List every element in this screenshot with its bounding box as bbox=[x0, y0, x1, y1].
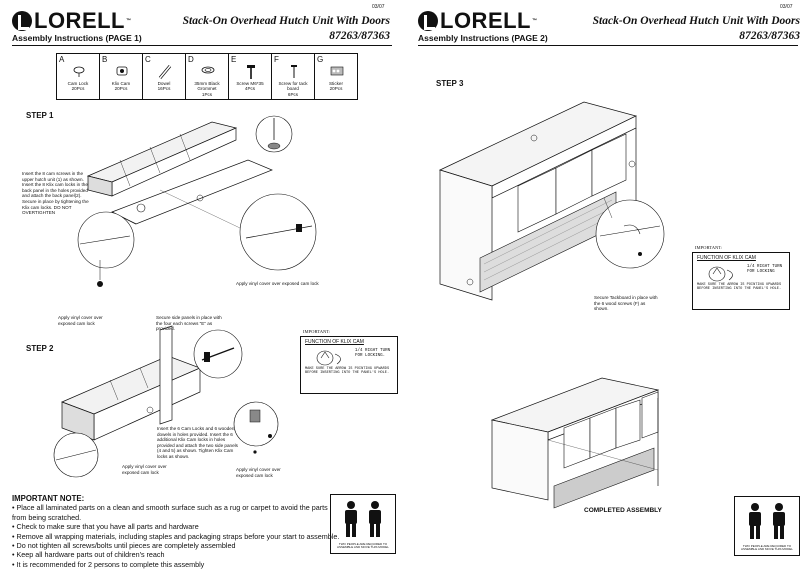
part-a: A Cam Lock 20Pcs bbox=[57, 54, 100, 99]
assembly-label: Assembly Instructions (PAGE 1) bbox=[12, 33, 142, 43]
klix-cam-diagram-icon bbox=[315, 348, 349, 368]
part-c: C Dowel 16Pcs bbox=[143, 54, 186, 99]
step-2-side-note: Secure side panels in place with the four each screws "E" as provided. bbox=[156, 315, 222, 332]
step-1-instruction: Insert the 8 cam screws in the upper hutch unit (1) as shown. Insert the 8 Klix cam locks in the back panel in the holes provided and attach the back panel(2). Secure in place by tightening the Klix cam locks. DO NOT OVERTIGHTEN bbox=[22, 171, 89, 216]
step-1-vinyl-note-right: Apply vinyl cover over exposed cam lock bbox=[236, 281, 319, 286]
step-2-vinyl-note-right: Apply vinyl cover over exposed cam lock bbox=[236, 467, 281, 478]
step-3-instruction: Secure Tackboard in place with the 6 wood screws (F) as shown. bbox=[594, 295, 658, 312]
assembly-label: Assembly Instructions (PAGE 2) bbox=[418, 33, 548, 43]
page-title: Stack-On Overhead Hutch Unit With Doors 87263/87363 bbox=[182, 15, 390, 42]
two-people-box: TWO PEOPLE ARE REQUIRED TO ASSEMBLE AND MOVE THIS MODEL bbox=[734, 496, 800, 556]
part-g: G Sticker 20Pcs bbox=[317, 55, 344, 92]
step-1-label: STEP 1 bbox=[26, 111, 54, 120]
completed-assembly-label: COMPLETED ASSEMBLY bbox=[584, 507, 662, 514]
part-f: F Screw for tack board 6Pcs bbox=[272, 54, 315, 99]
page-date: 03/07 bbox=[780, 4, 793, 10]
step-2-vinyl-note-mid: Apply vinyl cover over exposed cam lock bbox=[122, 464, 167, 475]
klix-cam-diagram-icon bbox=[707, 264, 741, 284]
page-2 bbox=[404, 0, 808, 571]
step-2-label: STEP 2 bbox=[26, 344, 54, 353]
step-2-instruction: Insert the 6 Cam Locks and 6 wooden dowels in holes provided. Insert the 6 additional Klix Cam locks in holes provided and attach the two side panels (4 and 5) as shown. Tighten Klix Cam locks as shown. bbox=[157, 426, 238, 459]
two-people-box: TWO PEOPLE ARE REQUIRED TO ASSEMBLE AND MOVE THIS MODEL bbox=[330, 494, 396, 554]
klix-cam-box: IMPORTANT: FUNCTION OF KLIX CAM 1/4 RIGHT TURN FOR LOCKING MAKE SURE THE ARROW IS POINTING UPWARDS BEFORE INSERTING INTO THE PANEL'S HOLE. bbox=[692, 252, 790, 310]
part-b: B Klix Cam 20Pcs bbox=[100, 54, 143, 99]
important-note: IMPORTANT NOTE: • Place all laminated parts on a clean and smooth surface such as a rug or carpet to avoid the parts from being scratched. • Check to make sure that you have all parts and hardware • Remove all wrapping materials, including staples and packaging straps before your start to assemble. • Do not tighten all screws/bolts until pieces are completely assembled • Keep all hardware parts out of children's reach • It is recommended for 2 persons to complete this assembly bbox=[12, 494, 340, 569]
step-1-vinyl-note-left: Apply vinyl cover over exposed cam lock bbox=[58, 315, 103, 326]
page-date: 03/07 bbox=[372, 4, 385, 10]
person-icon bbox=[771, 503, 787, 539]
step-3-label: STEP 3 bbox=[436, 79, 464, 88]
person-icon bbox=[367, 501, 383, 537]
page-title: Stack-On Overhead Hutch Unit With Doors 87263/87363 bbox=[592, 15, 800, 42]
lorell-logo: LORELL ™ bbox=[12, 8, 132, 34]
person-icon bbox=[747, 503, 763, 539]
part-e: E Screw M6*35 4Pcs bbox=[229, 54, 272, 99]
klix-cam-box: IMPORTANT: FUNCTION OF KLIX CAM 1/4 RIGHT TURN FOR LOCKING. MAKE SURE THE ARROW IS POINTING UPWARDS BEFORE INSERTING INTO THE PANEL'S HOLE. bbox=[300, 336, 398, 394]
lorell-logo: LORELL ™ bbox=[418, 8, 538, 34]
person-icon bbox=[343, 501, 359, 537]
part-d: D 35mm Black Grommet 1Pcs bbox=[186, 54, 229, 99]
